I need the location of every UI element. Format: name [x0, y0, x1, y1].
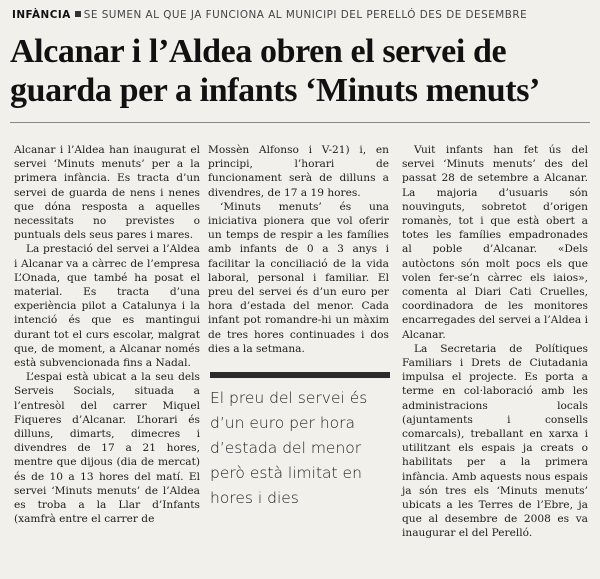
- headline: Alcanar i l’Aldea obren el servei de guarda per a infants ‘Minuts menuts’: [10, 33, 540, 109]
- section-label: INFÀNCIA: [12, 9, 71, 21]
- paragraph: L’espai està ubicat a la seu dels Serveis Socials, situada a l’entresòl del carrer Miquel Fiqueres d’Alcanar. L’horari és dilluns, dimarts, dimecres i divendres de 17 a 21 hores, mentre que dijous (dia de mercat) és de 10 a 13 hores del matí. El servei ‘Minuts menuts’ de l’Aldea es troba a la Llar d’Infants (xamfrà entre el carrer de: [14, 371, 200, 526]
- column-2: [208, 143, 389, 356]
- paragraph: La prestació del servei a l’Aldea i Alcanar va a càrrec de l’empresa L’Onada, que també ha posat el material. Es tracta d’una experiència pilot a Catalunya i la intenció és que es mantingui durant tot el curs escolar, malgrat que, de moment, a Alcanar només està subvencionada fins a Nadal.: [14, 243, 200, 370]
- square-bullet-icon: [75, 11, 81, 17]
- column-3: [402, 143, 588, 541]
- column-1: [14, 143, 200, 526]
- paragraph: Alcanar i l’Aldea han inaugurat el servei ‘Minuts menuts’ per a la primera infància. Es tracta d’un servei de guarda de nens i nenes que dóna resposta a aquelles necessitats no previstes o puntuals dels seus pares i mares.: [14, 144, 200, 242]
- pull-quote: El preu del servei és d’un euro per hora d’estada del menor però està limitat en hores i dies: [210, 372, 390, 511]
- paragraph: Mossèn Alfonso i V-21) i, en principi, l’horari de funcionament serà de dilluns a divendres, de 17 a 19 hores.: [208, 144, 389, 199]
- paragraph: Vuit infants han fet ús del servei ‘Minuts menuts’ des del passat 28 de setembre a Alcanar. La majoria d’usuaris són nouvinguts, sobretot d’origen romanès, tot i que està obert a totes les famílies empadronades al poble d’Alcanar. «Dels autòctons són molt pocs els que volen fer-se’n càrrec els iaios», comenta al Diari Cati Cruelles, coordinadora de les monitores encarregades del servei a l’Aldea i Alcanar.: [402, 144, 588, 341]
- paragraph: La Secretaria de Polítiques Familiars i Drets de Ciutadania impulsa el projecte. Es porta a terme en col·laboració amb les administracions locals (ajuntaments i consells comarcals), treballant en xarxa i utilitzant els espais ja creats o habilitats per a la primera infància. Amb aquests nous espais ja són tres els ‘Minuts menuts’ ubicats a les Terres de l’Ebre, ja que al desembre de 2008 es va inaugurar el del Perelló.: [402, 342, 588, 540]
- kicker-text: SE SUMEN AL QUE JA FUNCIONA AL MUNICIPI DEL PERELLÓ DES DE DESEMBRE: [83, 9, 528, 21]
- headline-rule: [10, 122, 590, 123]
- paragraph: ‘Minuts menuts’ és una iniciativa pionera que vol oferir un temps de respir a les famílies amb infants de 0 a 3 anys i facilitar la conciliació de la vida laboral, personal i familiar. El preu del servei és d’un euro per hora d’estada del menor. Cada infant pot romandre-hi un màxim de tres hores continuades i dos dies a la setmana.: [208, 200, 389, 355]
- kicker: [12, 9, 590, 21]
